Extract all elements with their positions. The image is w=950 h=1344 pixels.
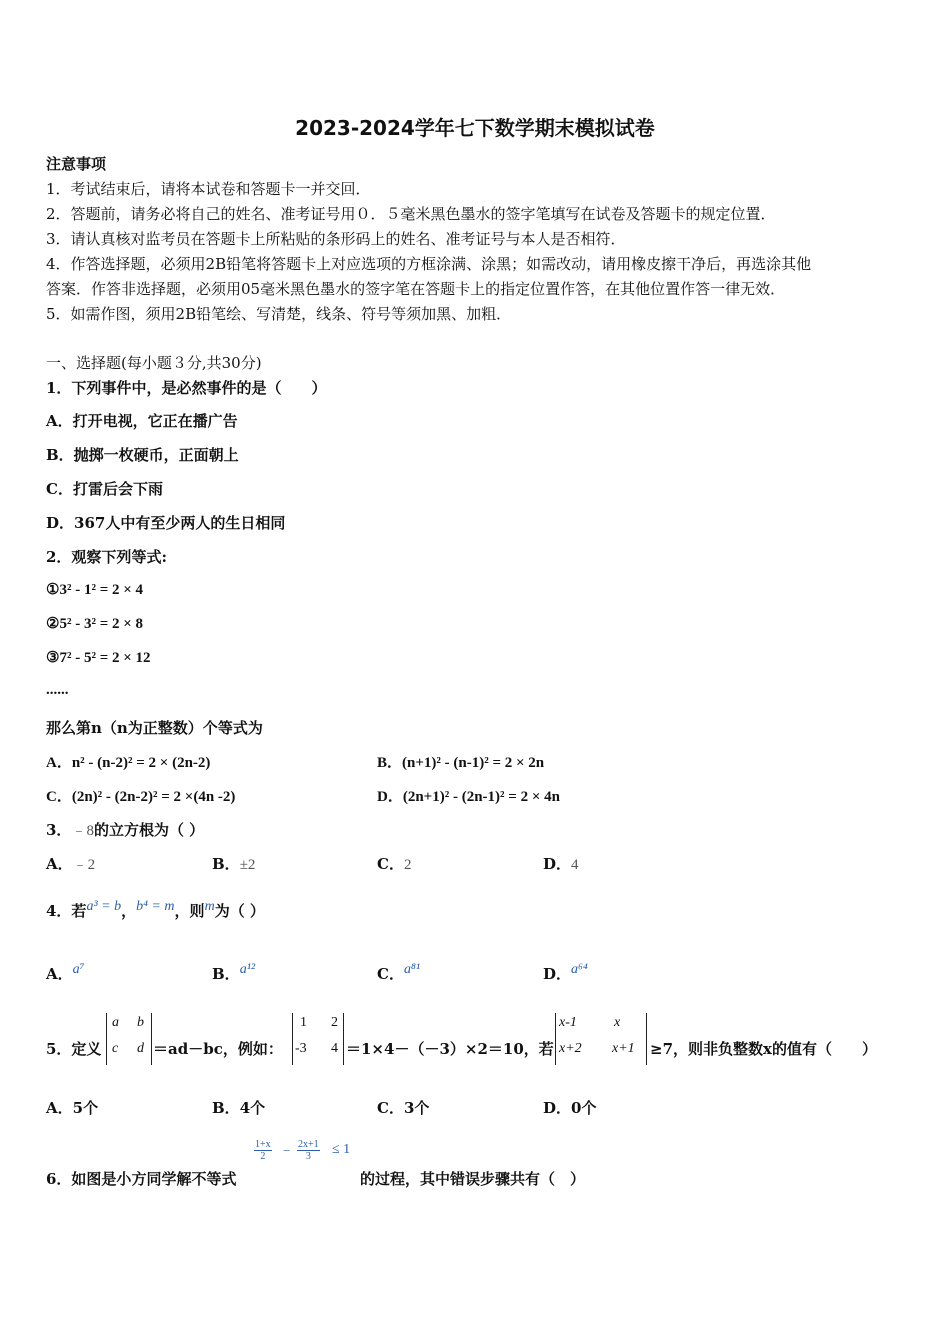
- option-label: D．: [543, 1099, 572, 1117]
- option-value: ﹣2: [72, 857, 96, 873]
- option-value: a⁶⁴: [571, 962, 588, 977]
- option-value: 4: [571, 857, 579, 873]
- option-value: 5个: [72, 1099, 99, 1117]
- question-3-option-c: [377, 853, 411, 874]
- question-3-option-a: [46, 853, 95, 874]
- stem-math: m: [204, 899, 215, 914]
- question-1-option-a: A．打开电视，它正在播广告: [46, 412, 238, 430]
- question-2-option-d: [377, 785, 560, 806]
- option-label: C．: [377, 965, 404, 983]
- equation-text: 5² - 3² = 2 × 8: [59, 616, 144, 632]
- question-5-example: ＝1×4－（－3）×2＝10，若: [346, 1040, 554, 1058]
- option-value: ±2: [239, 857, 256, 873]
- question-2-prompt: 那么第n（n为正整数）个等式为: [46, 719, 263, 737]
- question-2-option-a: [46, 751, 210, 772]
- option-label: A．: [46, 855, 73, 873]
- matrix-entry: 4: [331, 1041, 338, 1056]
- question-4-stem: [46, 900, 265, 921]
- equation-label: ②: [46, 616, 60, 632]
- option-label: D．: [377, 789, 403, 805]
- option-label: A．: [46, 965, 73, 983]
- option-label: B．: [212, 855, 240, 873]
- stem-math: a³ = b: [86, 899, 122, 914]
- inequality-rhs: ≤ 1: [332, 1142, 351, 1157]
- stem-text: ，: [121, 902, 137, 920]
- question-3-stem: [46, 819, 204, 840]
- option-value: 2: [403, 857, 412, 873]
- equation-2: [46, 614, 143, 633]
- stem-math: b⁴ = m: [136, 899, 175, 914]
- question-3-option-d: [543, 853, 579, 874]
- matrix-entry: 1: [300, 1015, 307, 1030]
- option-label: D．: [543, 965, 572, 983]
- option-value: 4个: [239, 1099, 266, 1117]
- fraction-numerator: 2x+1: [298, 1139, 319, 1150]
- matrix-entry: x+1: [612, 1041, 635, 1056]
- equation-text: 3² - 1² = 2 × 4: [59, 582, 144, 598]
- question-5-pre: 5．定义: [46, 1040, 102, 1058]
- notice-item: 4．作答选择题，必须用2B铅笔将答题卡上对应选项的方框涂满、涂黑；如需改动，请用橡皮擦干净后，再选涂其他: [46, 255, 812, 273]
- matrix-entry: b: [137, 1015, 144, 1030]
- stem-text: 的立方根为（ ）: [93, 821, 205, 839]
- option-label: B．: [377, 755, 403, 771]
- option-value: a⁷: [72, 962, 85, 977]
- option-label: B．: [212, 1099, 240, 1117]
- notice-item: 5．如需作图，须用2B铅笔绘、写清楚，线条、符号等须加黑、加粗．: [46, 305, 512, 323]
- question-5-option-a: [46, 1097, 98, 1118]
- notice-item: 1．考试结束后，请将本试卷和答题卡一并交回．: [46, 180, 371, 198]
- option-value: 0个: [571, 1099, 597, 1117]
- equation-label: ③: [46, 650, 60, 666]
- option-text: (2n+1)² - (2n-1)² = 2 × 4n: [402, 789, 560, 805]
- stem-text: 4．若: [46, 902, 87, 920]
- equation-1: [46, 580, 143, 599]
- question-2-stem: 2．观察下列等式:: [46, 548, 167, 566]
- matrix-entry: x-1: [559, 1015, 577, 1030]
- option-label: B．: [212, 965, 240, 983]
- question-2-option-b: [377, 751, 544, 772]
- notice-item: 答案．作答非选择题，必须用05毫米黑色墨水的签字笔在答题卡上的指定位置作答，在其他位置作答一律无效．: [46, 280, 786, 298]
- option-value: 3个: [403, 1099, 430, 1117]
- notice-item: 2．答题前，请务必将自己的姓名、准考证号用０．５毫米黑色墨水的签字笔填写在试卷及答题卡的规定位置．: [46, 205, 776, 223]
- ellipsis: ......: [46, 682, 69, 698]
- option-value: a¹²: [239, 962, 256, 977]
- question-4-option-a: [46, 963, 85, 984]
- question-1-option-d: D．367人中有至少两人的生日相同: [46, 514, 286, 532]
- question-6-post: 的过程，其中错误步骤共有（ ）: [360, 1170, 586, 1188]
- notice-heading: 注意事项: [46, 155, 107, 173]
- equation-label: ①: [46, 582, 60, 598]
- option-label: D．: [543, 855, 572, 873]
- matrix-entry: -3: [295, 1041, 307, 1056]
- determinant-condition: [555, 1013, 647, 1065]
- option-text: (2n)² - (2n-2)² = 2 ×(4n -2): [71, 789, 236, 805]
- matrix-entry: x: [614, 1015, 621, 1030]
- option-text: n² - (n-2)² = 2 × (2n-2): [71, 755, 211, 771]
- question-5-option-d: [543, 1097, 596, 1118]
- question-4-option-d: [543, 963, 588, 984]
- question-3-option-b: [212, 853, 255, 874]
- equation-3: [46, 648, 151, 667]
- matrix-entry: a: [112, 1015, 119, 1030]
- option-label: C．: [377, 855, 404, 873]
- question-1-option-b: B．抛掷一枚硬币，正面朝上: [46, 446, 239, 464]
- matrix-entry: c: [112, 1041, 119, 1056]
- option-label: A．: [46, 755, 72, 771]
- question-5-definition: ＝ad－bc，例如：: [153, 1040, 283, 1058]
- question-6-pre: 6．如图是小方同学解不等式: [46, 1170, 237, 1188]
- question-2-option-c: [46, 785, 235, 806]
- page-title: 2023-2024学年七下数学期末模拟试卷: [295, 116, 655, 140]
- stem-math: ﹣8: [71, 823, 94, 839]
- question-4-option-c: [377, 963, 420, 984]
- option-label: A．: [46, 1099, 73, 1117]
- question-1-stem: 1．下列事件中，是必然事件的是（ ）: [46, 379, 327, 397]
- stem-text: ，则: [174, 902, 205, 920]
- question-1-option-c: C．打雷后会下雨: [46, 480, 163, 498]
- determinant-example: [292, 1013, 344, 1065]
- matrix-entry: x+2: [559, 1041, 582, 1056]
- fraction-1: [254, 1139, 272, 1162]
- matrix-entry: 2: [331, 1015, 338, 1030]
- question-5-condition: ≥7，则非负整数x的值有（ ）: [650, 1040, 877, 1058]
- section-heading: 一、选择题(每小题３分,共30分): [46, 354, 262, 372]
- determinant-definition: [106, 1013, 152, 1065]
- option-text: (n+1)² - (n-1)² = 2 × 2n: [402, 755, 545, 771]
- fraction-denominator: 3: [305, 1151, 311, 1162]
- stem-text: 为（ ）: [214, 902, 265, 920]
- fraction-denominator: 2: [260, 1151, 266, 1162]
- fraction-2: [297, 1139, 320, 1162]
- equation-text: 7² - 5² = 2 × 12: [59, 650, 151, 666]
- question-4-option-b: [212, 963, 255, 984]
- option-label: C．: [46, 789, 72, 805]
- question-number: 3．: [46, 821, 72, 839]
- option-value: a⁸¹: [403, 962, 421, 977]
- question-5-option-b: [212, 1097, 265, 1118]
- option-label: C．: [377, 1099, 404, 1117]
- notice-item: 3．请认真核对监考员在答题卡上所粘贴的条形码上的姓名、准考证号与本人是否相符．: [46, 230, 626, 248]
- question-5-option-c: [377, 1097, 429, 1118]
- matrix-entry: d: [137, 1041, 144, 1056]
- minus-sign: −: [283, 1143, 291, 1158]
- fraction-numerator: 1+x: [255, 1139, 271, 1150]
